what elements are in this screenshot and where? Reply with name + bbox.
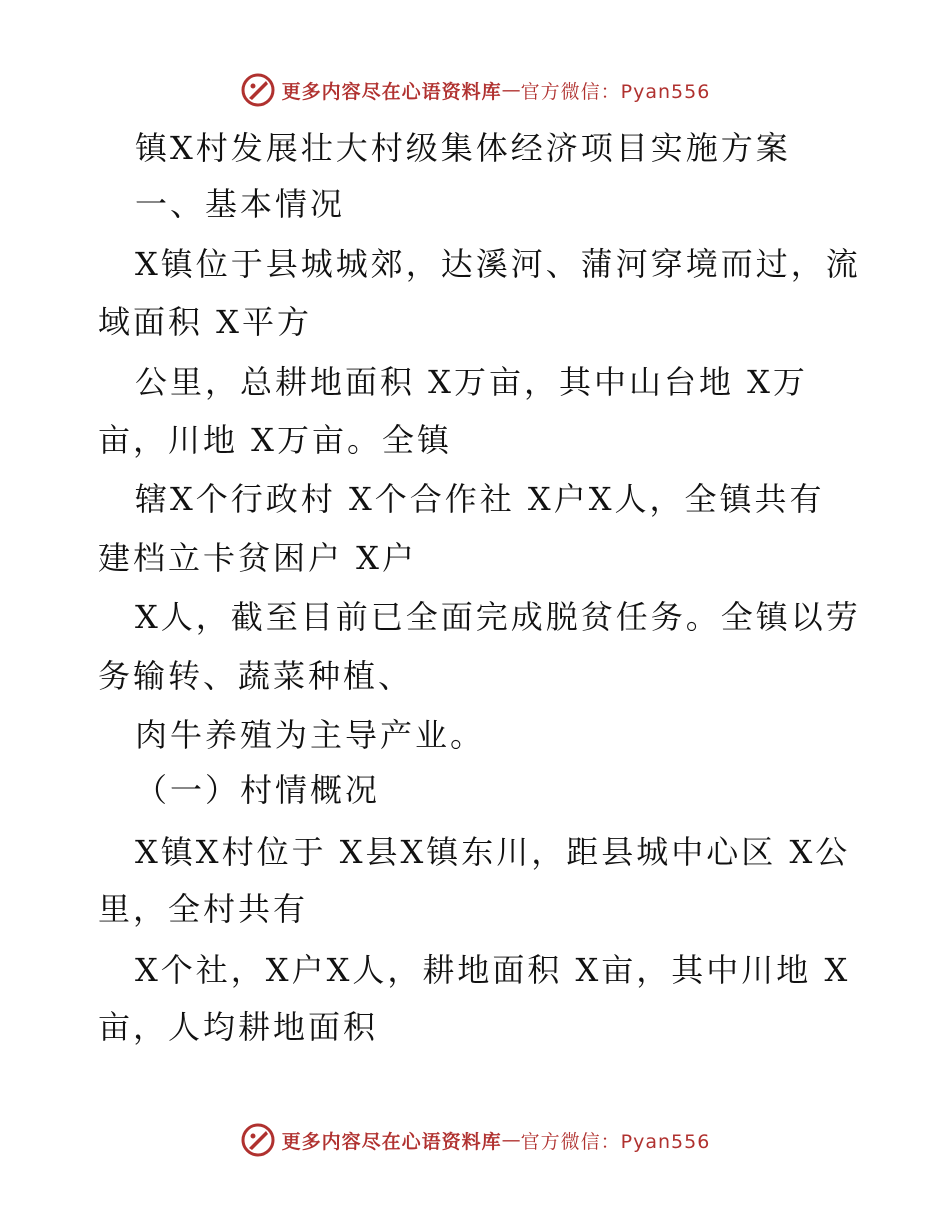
paragraph-line: 务输转、蔬菜种植、 <box>98 657 414 695</box>
subsection-heading: （一）村情概况 <box>135 771 381 809</box>
paragraph-line: 里，全村共有 <box>98 890 309 928</box>
document-title: 镇X村发展壮大村级集体经济项目实施方案 <box>135 129 791 167</box>
paragraph-line: 域面积 X平方 <box>98 303 312 341</box>
watermark-brand: 更多内容尽在心语资料库 <box>281 80 502 103</box>
paragraph-line: 肉牛养殖为主导产业。 <box>135 716 486 754</box>
paragraph-line: 公里，总耕地面积 X万亩，其中山台地 X万 <box>135 363 808 401</box>
watermark-header <box>0 70 950 110</box>
paragraph-line: 建档立卡贫困户 X户 <box>98 539 417 577</box>
watermark-footer <box>0 1120 950 1160</box>
watermark-separator: — <box>501 1129 521 1151</box>
paragraph-line: X镇X村位于 X县X镇东川，距县城中心区 X公 <box>135 833 851 871</box>
section-heading: 一、基本情况 <box>135 185 346 223</box>
paragraph-line: X个社，X户X人，耕地面积 X亩，其中川地 X <box>135 951 851 989</box>
quill-seal-icon <box>240 72 276 108</box>
watermark-separator: — <box>501 79 521 101</box>
paragraph-line: 亩，川地 X万亩。全镇 <box>98 421 452 459</box>
watermark-wechat: 官方微信：Pyan556 <box>520 1130 711 1153</box>
paragraph-line: X镇位于县城城郊，达溪河、蒲河穿境而过，流 <box>135 245 861 283</box>
quill-seal-icon <box>240 1122 276 1158</box>
paragraph-line: X人，截至目前已全面完成脱贫任务。全镇以劳 <box>135 598 861 636</box>
paragraph-line: 亩，人均耕地面积 <box>98 1008 379 1046</box>
watermark-brand: 更多内容尽在心语资料库 <box>281 1130 502 1153</box>
paragraph-line: 辖X个行政村 X个合作社 X户X人，全镇共有 <box>135 480 825 518</box>
watermark-wechat: 官方微信：Pyan556 <box>520 80 711 103</box>
